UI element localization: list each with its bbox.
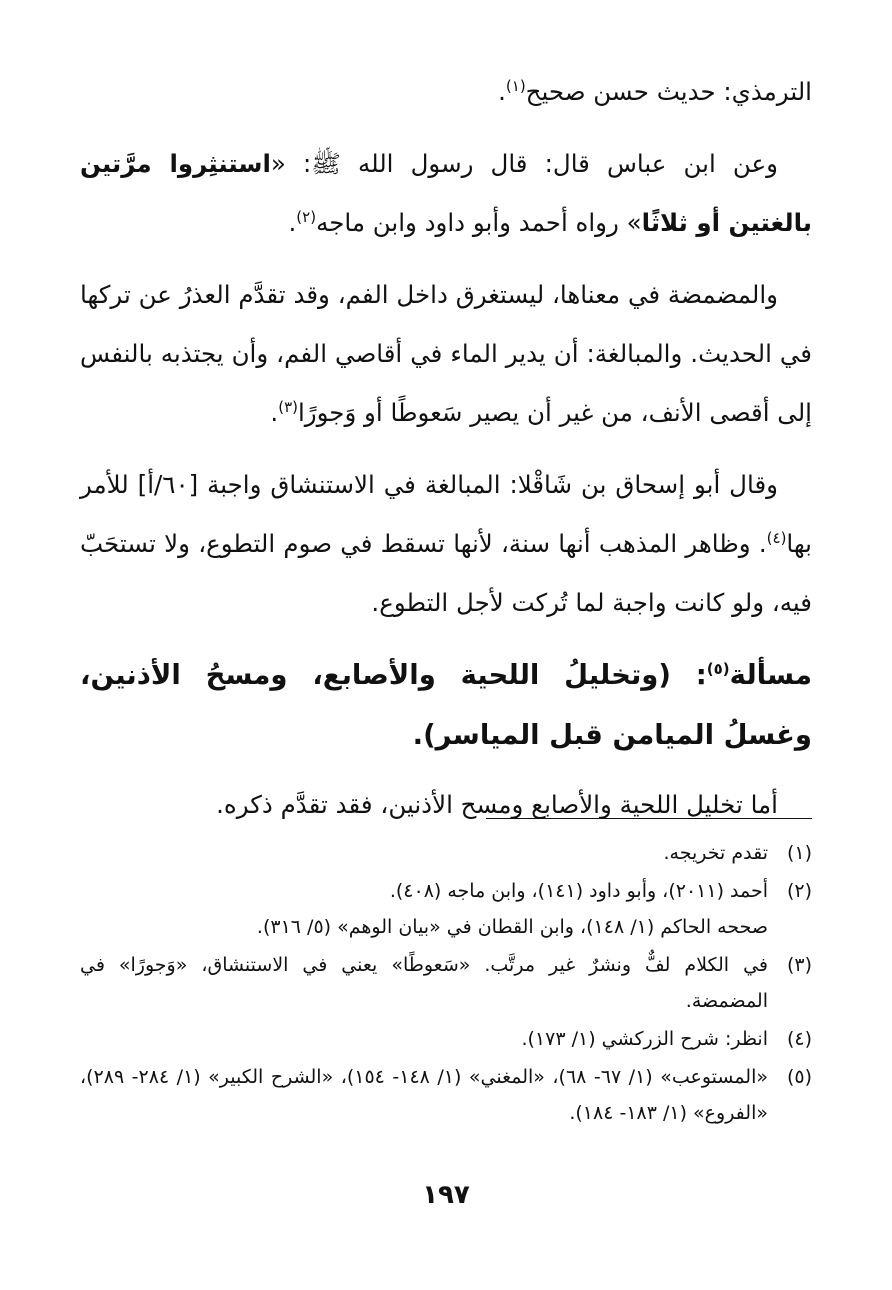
- footnotes: [80, 835, 812, 1133]
- footnote-4: [80, 1021, 812, 1057]
- footnote-1: [80, 835, 812, 871]
- footnote-ref-1[interactable]: (١): [505, 76, 526, 95]
- footnote-line: أحمد (٢٠١١)، وأبو داود (١٤١)، وابن ماجه (٤٠٨).: [389, 880, 768, 902]
- footnote-ref-5[interactable]: (٥): [706, 659, 730, 678]
- footnote-ref-4[interactable]: (٤): [766, 528, 787, 547]
- footnote-body: [80, 1021, 768, 1057]
- footnote-ref-3[interactable]: (٣): [278, 397, 298, 416]
- paragraph-3-end: .: [270, 398, 279, 427]
- paragraph-3: [80, 265, 812, 442]
- footnote-body: [80, 947, 768, 1019]
- footnote-body: [80, 1059, 768, 1131]
- paragraph-4: [80, 455, 812, 632]
- footnote-number: (١): [786, 842, 812, 864]
- paragraph-4-rest: . وظاهر المذهب أنها سنة، لأنها تسقط في صوم التطوع، ولا تستحَبّ فيه، ولو كانت واجبة لما تُركت لأجل التطوع.: [80, 529, 812, 617]
- paragraph-1-end: .: [498, 77, 506, 106]
- paragraph-4-text: وقال أبو إسحاق بن شَاقْلا: المبالغة في الاستنشاق واجبة [٦٠/أ] للأمر بها: [80, 470, 812, 558]
- paragraph-2-intro: وعن ابن عباس قال: قال رسول الله ﷺ: «: [270, 149, 778, 178]
- paragraph-2-end: .: [288, 208, 297, 237]
- paragraph-5-text: أما تخليل اللحية والأصابع ومسح الأذنين، فقد تقدَّم ذكره.: [216, 790, 778, 819]
- footnote-5: [80, 1059, 812, 1131]
- hadith-quote: استنثِروا مرَّتين بالغتين أو ثلاثًا: [80, 149, 812, 237]
- paragraph-1-text: الترمذي: حديث حسن صحيح: [525, 77, 812, 106]
- footnote-line: في الكلام لفٌّ ونشرٌ غير مرتَّب. «سَعوطًا» يعني في الاستنشاق، «وَجورًا» في المضمضة.: [80, 954, 768, 1012]
- footnote-body: [80, 835, 768, 871]
- footnote-line: تقدم تخريجه.: [663, 842, 768, 864]
- paragraph-2: [80, 134, 812, 252]
- paragraph-2-rest: » رواه أحمد وأبو داود وابن ماجه: [316, 208, 642, 237]
- masala-heading: [80, 645, 812, 765]
- footnote-number: (٤): [786, 1028, 812, 1050]
- masala-label: مسألة: [729, 659, 812, 691]
- paragraph-5: [80, 775, 812, 834]
- footnote-ref-2[interactable]: (٢): [296, 207, 317, 226]
- footnote-number: (٣): [786, 954, 812, 976]
- paragraph-3-text: والمضمضة في معناها، ليستغرق داخل الفم، وقد تقدَّم العذرُ عن تركها في الحديث. والمبالغة: أن يدير الماء في أقاصي الفم، وأن يجتذبه بالنفس إلى أقصى الأنف، من غير أن يصير سَعوطًا أو وَجورًا: [80, 280, 812, 427]
- footnote-divider: [486, 818, 812, 819]
- footnote-line: انظر: شرح الزركشي (١/ ١٧٣).: [521, 1028, 768, 1050]
- footnote-number: (٥): [786, 1066, 812, 1088]
- masala-text: : (وتخليلُ اللحية والأصابع، ومسحُ الأذنين، وغسلُ الميامن قبل المياسر).: [80, 659, 812, 751]
- footnote-number: (٢): [786, 880, 812, 902]
- footnote-2: [80, 873, 812, 945]
- footnote-3: [80, 947, 812, 1019]
- footnote-line: «المستوعب» (١/ ٦٧- ٦٨)، «المغني» (١/ ١٤٨- ١٥٤)، «الشرح الكبير» (١/ ٢٨٤- ٢٨٩)، «الفروع» (١/ ١٨٣- ١٨٤).: [80, 1066, 768, 1124]
- footnote-body: [80, 873, 768, 945]
- paragraph-1: [80, 62, 812, 121]
- main-text: [80, 62, 812, 847]
- page-number: ١٩٧: [422, 1180, 470, 1210]
- footnote-line: صححه الحاكم (١/ ١٤٨)، وابن القطان في «بيان الوهم» (٥/ ٣١٦).: [256, 916, 768, 938]
